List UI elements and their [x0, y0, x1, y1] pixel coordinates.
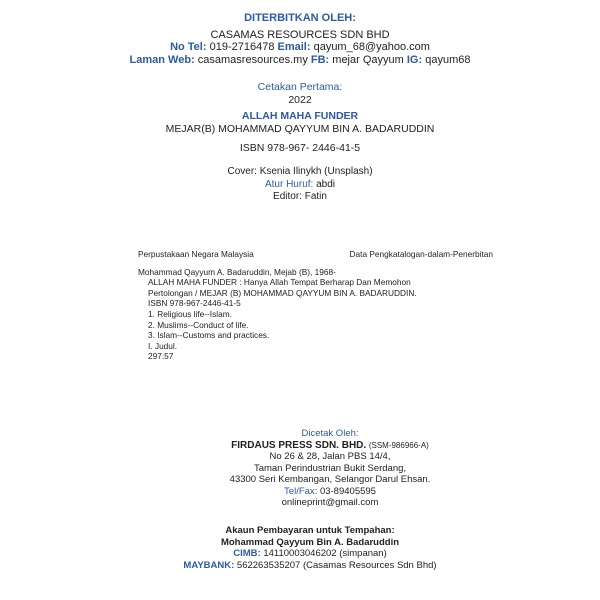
cover-value: Ksenia Ilinykh (Unsplash)	[259, 166, 373, 177]
typeset-value: abdi	[316, 178, 336, 190]
book-title: ALLAH MAHA FUNDER	[241, 110, 359, 122]
first-print-year: 2022	[288, 93, 312, 106]
editor-value: Fatin	[304, 191, 327, 202]
tel-label: No Tel:	[170, 41, 207, 53]
payment-maybank-line	[120, 560, 500, 572]
publisher-email[interactable]: qayum_68@yahoo.com	[313, 41, 430, 53]
printer-email[interactable]: onlineprint@gmail.com	[281, 497, 379, 508]
cover-credit	[0, 166, 600, 179]
cimb-label: CIMB:	[233, 548, 261, 559]
ig-label: IG:	[406, 53, 423, 66]
book-info-section	[0, 110, 600, 155]
publisher-contact-line	[0, 41, 600, 54]
editor-label: Editor:	[273, 191, 302, 202]
catalogue-line: Pertolongan / MEJAR (B) MOHAMMAD QAYYUM BIN A. BADARUDDIN.	[148, 287, 417, 298]
printer-name-line	[200, 440, 460, 452]
catalogue-library: Perpustakaan Negara Malaysia	[138, 249, 254, 259]
catalogue-line: ALLAH MAHA FUNDER : Hanya Allah Tempat Berharap Dan Memohon	[148, 277, 411, 288]
first-print-label: Cetakan Pertama:	[257, 81, 343, 93]
payment-heading: Akaun Pembayaran untuk Tempahan:	[225, 525, 395, 536]
publisher-ig: qayum68	[425, 53, 471, 66]
cover-label: Cover:	[227, 166, 257, 177]
printer-name: FIRDAUS PRESS SDN. BHD.	[231, 439, 367, 451]
catalogue-section	[138, 249, 493, 362]
typeset-credit	[0, 179, 600, 192]
book-isbn: ISBN 978-967- 2446-41-5	[239, 142, 361, 154]
typeset-label: Atur Huruf:	[264, 178, 314, 190]
publisher-tel: 019-2716478	[209, 41, 275, 53]
email-label: Email:	[277, 41, 311, 53]
payment-cimb-line	[120, 548, 500, 560]
catalogue-line: 1. Religious life--Islam.	[148, 308, 232, 319]
web-label: Laman Web:	[129, 53, 195, 66]
publisher-web-line	[0, 54, 600, 67]
credits-section	[0, 166, 600, 204]
catalogue-line: Mohammad Qayyum A. Badaruddin, Mejab (B), 1968-	[138, 266, 336, 277]
payment-holder: Mohammad Qayyum Bin A. Badaruddin	[220, 536, 400, 548]
printer-section	[200, 428, 460, 509]
catalogue-line: 3. Islam--Customs and practices.	[148, 330, 270, 341]
publisher-name: CASAMAS RESOURCES SDN BHD	[210, 28, 390, 41]
book-author: MEJAR(B) MOHAMMAD QAYYUM BIN A. BADARUDDIN	[165, 122, 435, 135]
publisher-web[interactable]: casamasresources.my	[197, 53, 308, 66]
catalogue-line: ISBN 978-967-2446-41-5	[148, 298, 241, 309]
publisher-section	[0, 12, 600, 66]
cimb-account: 14110003046202 (simpanan)	[263, 548, 387, 559]
printer-heading: Dicetak Oleh:	[301, 428, 359, 439]
payment-section	[120, 525, 500, 571]
fb-label: FB:	[310, 53, 330, 66]
maybank-account: 562263535207 (Casamas Resources Sdn Bhd)	[236, 559, 437, 571]
printer-address2: Taman Perindustrian Bukit Serdang,	[253, 462, 407, 474]
printer-reg: (SSM-986966-A)	[368, 440, 429, 450]
publisher-fb: mejar Qayyum	[332, 53, 404, 66]
catalogue-line: 2. Muslims--Conduct of life.	[148, 319, 249, 330]
printer-address1: No 26 & 28, Jalan PBS 14/4,	[269, 451, 391, 462]
printer-tel: 03-89405595	[319, 485, 376, 497]
catalogue-header	[138, 249, 493, 260]
editor-credit	[0, 191, 600, 204]
publisher-heading: DITERBITKAN OLEH:	[244, 12, 356, 24]
first-print-section	[0, 81, 600, 106]
catalogue-line: 297.57	[148, 351, 174, 362]
printer-address3: 43300 Seri Kembangan, Selangor Darul Ehsan.	[229, 474, 431, 485]
maybank-label: MAYBANK:	[183, 559, 235, 571]
printer-tel-line	[200, 486, 460, 498]
catalogue-cip: Data Pengkatalogan-dalam-Penerbitan	[349, 249, 493, 259]
catalogue-line: I. Judul.	[148, 340, 178, 351]
printer-tel-label: Tel/Fax:	[284, 485, 318, 497]
